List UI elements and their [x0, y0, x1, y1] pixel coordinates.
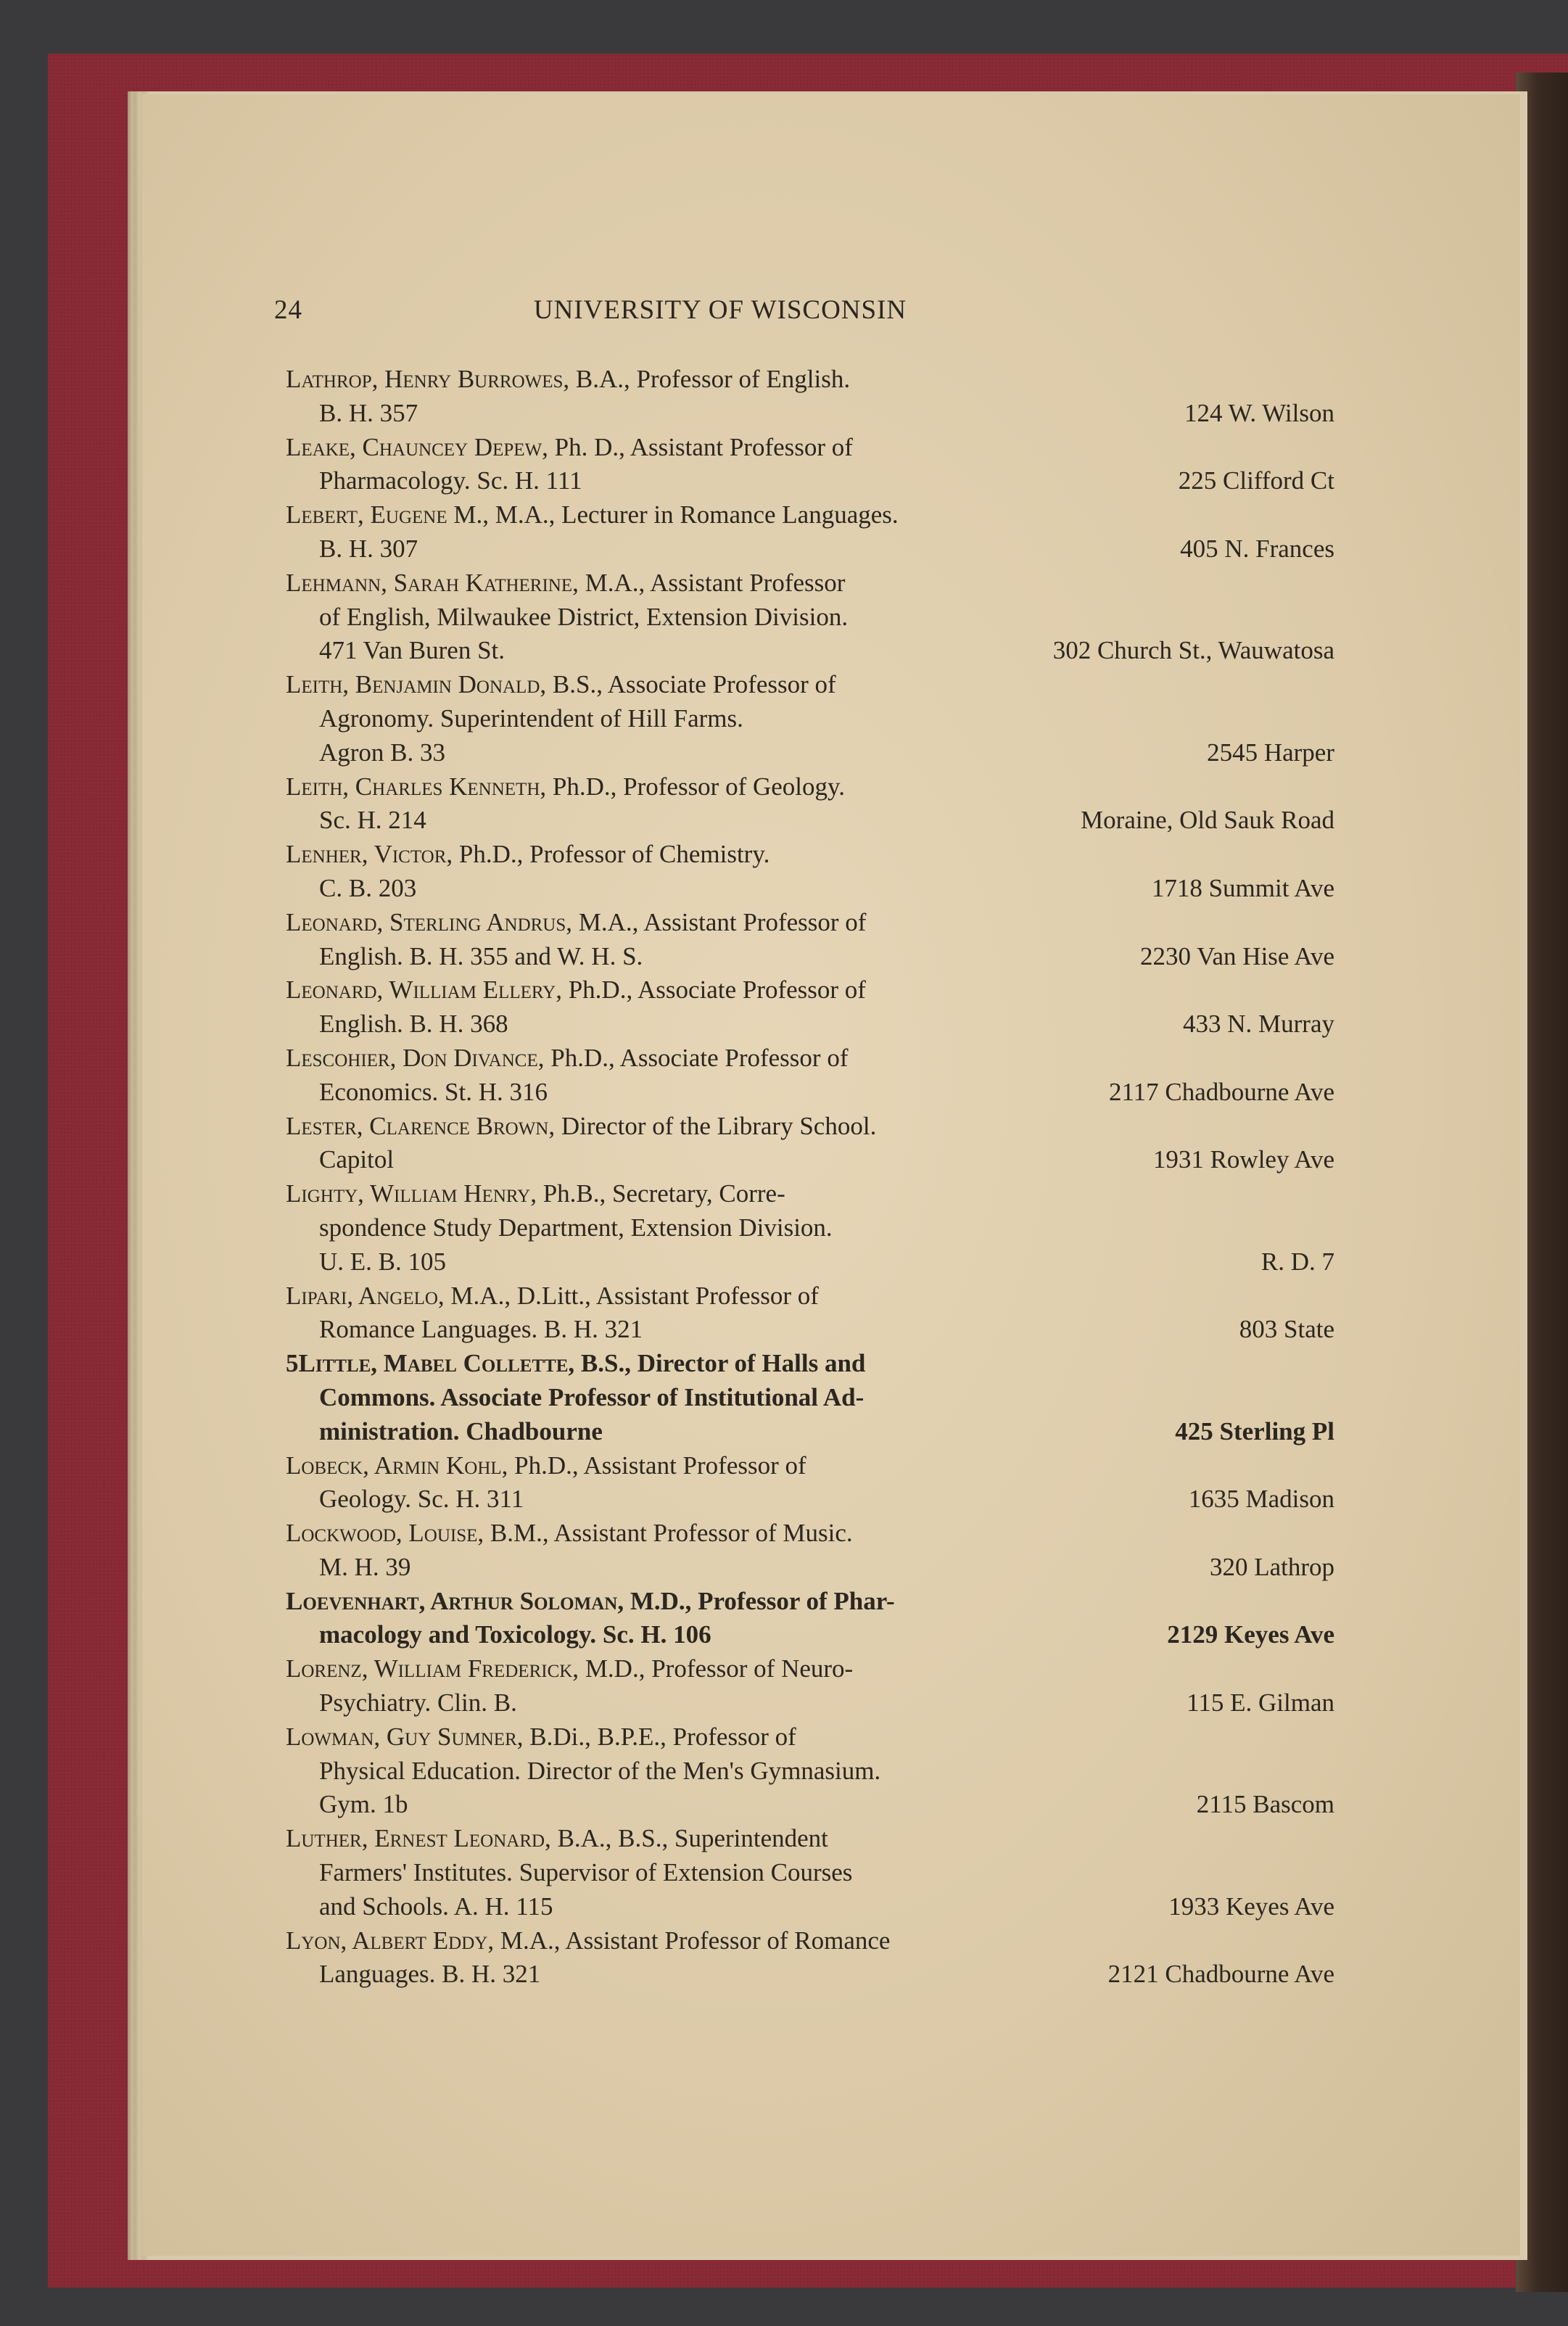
person-name: Lescohier, Don Divance,: [286, 1043, 545, 1072]
person-name: Leake, Chauncey Depew,: [286, 432, 548, 461]
office-text: Physical Education. Director of the Men's Gymnasium.: [319, 1756, 881, 1785]
person-title: B.S., Director of Halls and: [574, 1349, 866, 1378]
entry-detail-line: [286, 1245, 1334, 1279]
person-title: M.D., Professor of Phar-: [624, 1586, 895, 1615]
directory-entry: [286, 363, 1334, 431]
page-number: 24: [274, 295, 302, 325]
entry-detail-line: [286, 1618, 1334, 1652]
directory-entry: [286, 1347, 1334, 1448]
directory-entry: [286, 498, 1334, 566]
person-title: Director of the Library School.: [555, 1111, 877, 1140]
entry-detail-line: [286, 601, 1334, 635]
home-address: 1718 Summit Ave: [1151, 873, 1334, 902]
directory-entry: [286, 1924, 1334, 1992]
person-title: B.A., Professor of English.: [569, 365, 851, 393]
entry-detail-line: [286, 1313, 1334, 1347]
office-text: Agronomy. Superintendent of Hill Farms.: [319, 704, 743, 733]
person-name: Leith, Benjamin Donald,: [286, 670, 547, 699]
entry-heading-line: [286, 770, 1334, 804]
entry-detail-line: [286, 940, 1334, 974]
person-name: Lorenz, William Frederick,: [286, 1654, 579, 1683]
home-address: 320 Lathrop: [1209, 1552, 1334, 1581]
office-text: C. B. 203: [319, 873, 417, 902]
entry-detail-line: [286, 1415, 1334, 1449]
entry-heading-line: [286, 1177, 1334, 1211]
person-name: Lockwood, Louise,: [286, 1519, 484, 1548]
entry-heading-line: [286, 1347, 1334, 1381]
directory-entry: [286, 566, 1334, 668]
entry-detail-line: [286, 872, 1334, 906]
entry-heading-line: [286, 668, 1334, 702]
entry-heading-line: [286, 431, 1334, 465]
directory-entry: [286, 1177, 1334, 1279]
home-address: 2117 Chadbourne Ave: [1108, 1077, 1334, 1106]
office-text: Romance Languages. B. H. 321: [319, 1315, 643, 1344]
entry-detail-line: [286, 1686, 1334, 1720]
home-address: 803 State: [1239, 1315, 1334, 1344]
home-address: 433 N. Murray: [1183, 1010, 1334, 1039]
person-title: M.A., D.Litt., Assistant Professor of: [444, 1281, 819, 1310]
person-title: B.Di., B.P.E., Professor of: [523, 1722, 796, 1751]
person-title: Ph.D., Assistant Professor of: [508, 1451, 806, 1480]
office-text: B. H. 307: [319, 534, 418, 563]
person-title: Ph.D., Associate Professor of: [561, 976, 866, 1005]
office-text: 471 Van Buren St.: [319, 636, 506, 665]
entry-heading-line: [286, 1652, 1334, 1686]
entry-heading-line: [286, 1720, 1334, 1754]
directory-entry: [286, 1449, 1334, 1517]
entry-detail-line: [286, 397, 1334, 431]
office-text: Commons. Associate Professor of Institutional Ad-: [319, 1382, 865, 1411]
person-name: Leonard, Sterling Andrus,: [286, 907, 573, 936]
directory-entry: [286, 1822, 1334, 1923]
person-name: Lighty, William Henry,: [286, 1179, 537, 1208]
office-text: of English, Milwaukee District, Extension Division.: [319, 602, 849, 631]
person-title: Ph.D., Professor of Geology.: [546, 772, 846, 801]
entry-heading-line: [286, 906, 1334, 940]
entry-detail-line: [286, 702, 1334, 736]
home-address: 1933 Keyes Ave: [1168, 1892, 1334, 1921]
directory-entry: [286, 973, 1334, 1042]
person-title: B.S., Associate Professor of: [546, 670, 836, 699]
entry-detail-line: [286, 634, 1334, 668]
running-header: [274, 294, 1166, 331]
person-title: M., M.A., Lecturer in Romance Languages.: [447, 500, 899, 529]
office-text: Farmers' Institutes. Supervisor of Extension Courses: [319, 1858, 853, 1887]
person-name: Loevenhart, Arthur Soloman,: [286, 1586, 624, 1615]
entry-detail-line: [286, 1482, 1334, 1517]
office-text: ministration. Chadbourne: [319, 1416, 603, 1445]
entry-heading-line: [286, 1585, 1334, 1619]
person-name: Lester, Clarence Brown,: [286, 1111, 556, 1140]
person-title: M.D., Professor of Neuro-: [579, 1654, 854, 1683]
directory-entry: [286, 1279, 1334, 1348]
person-title: M.A., Assistant Professor of: [572, 907, 867, 936]
entry-heading-line: [286, 1517, 1334, 1551]
home-address: 2121 Chadbourne Ave: [1107, 1960, 1334, 1989]
entry-detail-line: [286, 1788, 1334, 1822]
office-text: B. H. 357: [319, 398, 418, 427]
office-text: Geology. Sc. H. 311: [319, 1485, 524, 1514]
person-name: Lyon, Albert Eddy,: [286, 1926, 495, 1955]
home-address: 2230 Van Hise Ave: [1140, 941, 1334, 970]
office-text: and Schools. A. H. 115: [319, 1892, 553, 1921]
home-address: 1931 Rowley Ave: [1152, 1145, 1334, 1174]
directory-entry: [286, 1720, 1334, 1822]
entry-heading-line: [286, 1110, 1334, 1144]
home-address: 115 E. Gilman: [1187, 1688, 1334, 1717]
directory-entry: [286, 838, 1334, 906]
office-text: M. H. 39: [319, 1552, 411, 1581]
office-text: Agron B. 33: [319, 738, 446, 767]
directory-entry: [286, 1042, 1334, 1110]
entry-detail-line: [286, 1856, 1334, 1890]
person-name: Lobeck, Armin Kohl,: [286, 1451, 508, 1480]
entry-detail-line: [286, 464, 1334, 498]
person-name: Lipari, Angelo,: [286, 1281, 445, 1310]
entry-detail-line: [286, 1890, 1334, 1924]
directory-entry: [286, 1585, 1334, 1653]
office-text: Gym. 1b: [319, 1790, 408, 1819]
home-address: 302 Church St., Wauwatosa: [1052, 636, 1334, 665]
office-text: macology and Toxicology. Sc. H. 106: [319, 1620, 711, 1649]
person-name: 5Little, Mabel Collette,: [286, 1349, 575, 1378]
home-address: 225 Clifford Ct: [1178, 466, 1334, 495]
person-title: M.A., Assistant Professor: [578, 568, 846, 597]
person-title: Ph. D., Assistant Professor of: [548, 432, 853, 461]
person-name: Leonard, William Ellery,: [286, 976, 562, 1005]
person-name: Lowman, Guy Sumner,: [286, 1722, 524, 1751]
person-name: Leith, Charles Kenneth,: [286, 772, 547, 801]
entry-heading-line: [286, 1822, 1334, 1856]
entry-heading-line: [286, 1042, 1334, 1076]
entry-heading-line: [286, 1924, 1334, 1958]
office-text: spondence Study Department, Extension Division.: [319, 1213, 833, 1242]
entry-detail-line: [286, 1551, 1334, 1585]
person-name: Lenher, Victor,: [286, 840, 453, 869]
home-address: 124 W. Wilson: [1184, 398, 1334, 427]
entry-detail-line: [286, 1754, 1334, 1789]
entry-heading-line: [286, 1449, 1334, 1483]
entry-heading-line: [286, 498, 1334, 532]
person-name: Lebert, Eugene: [286, 500, 447, 529]
directory-entry: [286, 1652, 1334, 1720]
person-title: B.M., Assistant Professor of Music.: [484, 1519, 853, 1548]
home-address: 425 Sterling Pl: [1175, 1416, 1334, 1445]
office-text: English. B. H. 355 and W. H. S.: [319, 941, 643, 970]
office-text: Languages. B. H. 321: [319, 1960, 541, 1989]
home-address: 405 N. Frances: [1180, 534, 1334, 563]
entry-detail-line: [286, 1381, 1334, 1415]
home-address: 2115 Bascom: [1196, 1790, 1334, 1819]
entry-detail-line: [286, 1211, 1334, 1245]
entry-heading-line: [286, 566, 1334, 601]
directory-entry: [286, 770, 1334, 838]
person-title: Ph.B., Secretary, Corre-: [536, 1179, 785, 1208]
person-title: B.A., B.S., Superintendent: [550, 1824, 828, 1853]
person-title: Ph.D., Associate Professor of: [544, 1043, 849, 1072]
entry-detail-line: [286, 736, 1334, 770]
home-address: R. D. 7: [1260, 1247, 1334, 1276]
directory-entry: [286, 431, 1334, 499]
entry-detail-line: [286, 1958, 1334, 1992]
person-title: Ph.D., Professor of Chemistry.: [453, 840, 770, 869]
office-text: Psychiatry. Clin. B.: [319, 1688, 517, 1717]
entry-detail-line: [286, 1007, 1334, 1042]
home-address: 2545 Harper: [1207, 738, 1334, 767]
directory-entry: [286, 906, 1334, 974]
entry-detail-line: [286, 1076, 1334, 1110]
office-text: Economics. St. H. 316: [319, 1077, 548, 1106]
directory-listing: [286, 363, 1334, 1992]
entry-heading-line: [286, 973, 1334, 1007]
page-title: UNIVERSITY OF WISCONSIN: [533, 295, 907, 325]
person-name: Lehmann, Sarah Katherine,: [286, 568, 579, 597]
person-name: Luther, Ernest Leonard,: [286, 1824, 551, 1853]
directory-entry: [286, 1110, 1334, 1178]
entry-heading-line: [286, 838, 1334, 872]
home-address: Moraine, Old Sauk Road: [1081, 806, 1334, 835]
home-address: 2129 Keyes Ave: [1167, 1620, 1334, 1649]
entry-heading-line: [286, 363, 1334, 397]
entry-detail-line: [286, 804, 1334, 838]
directory-entry: [286, 668, 1334, 770]
office-text: Sc. H. 214: [319, 806, 426, 835]
office-text: English. B. H. 368: [319, 1010, 508, 1039]
office-text: U. E. B. 105: [319, 1247, 446, 1276]
person-name: Lathrop, Henry Burrowes,: [286, 365, 570, 393]
person-title: M.A., Assistant Professor of Romance: [494, 1926, 891, 1955]
entry-detail-line: [286, 532, 1334, 566]
book-page: [142, 94, 1520, 2256]
home-address: 1635 Madison: [1188, 1485, 1334, 1514]
directory-entry: [286, 1517, 1334, 1585]
office-text: Pharmacology. Sc. H. 111: [319, 466, 582, 495]
office-text: Capitol: [319, 1145, 395, 1174]
entry-heading-line: [286, 1279, 1334, 1313]
entry-detail-line: [286, 1143, 1334, 1177]
